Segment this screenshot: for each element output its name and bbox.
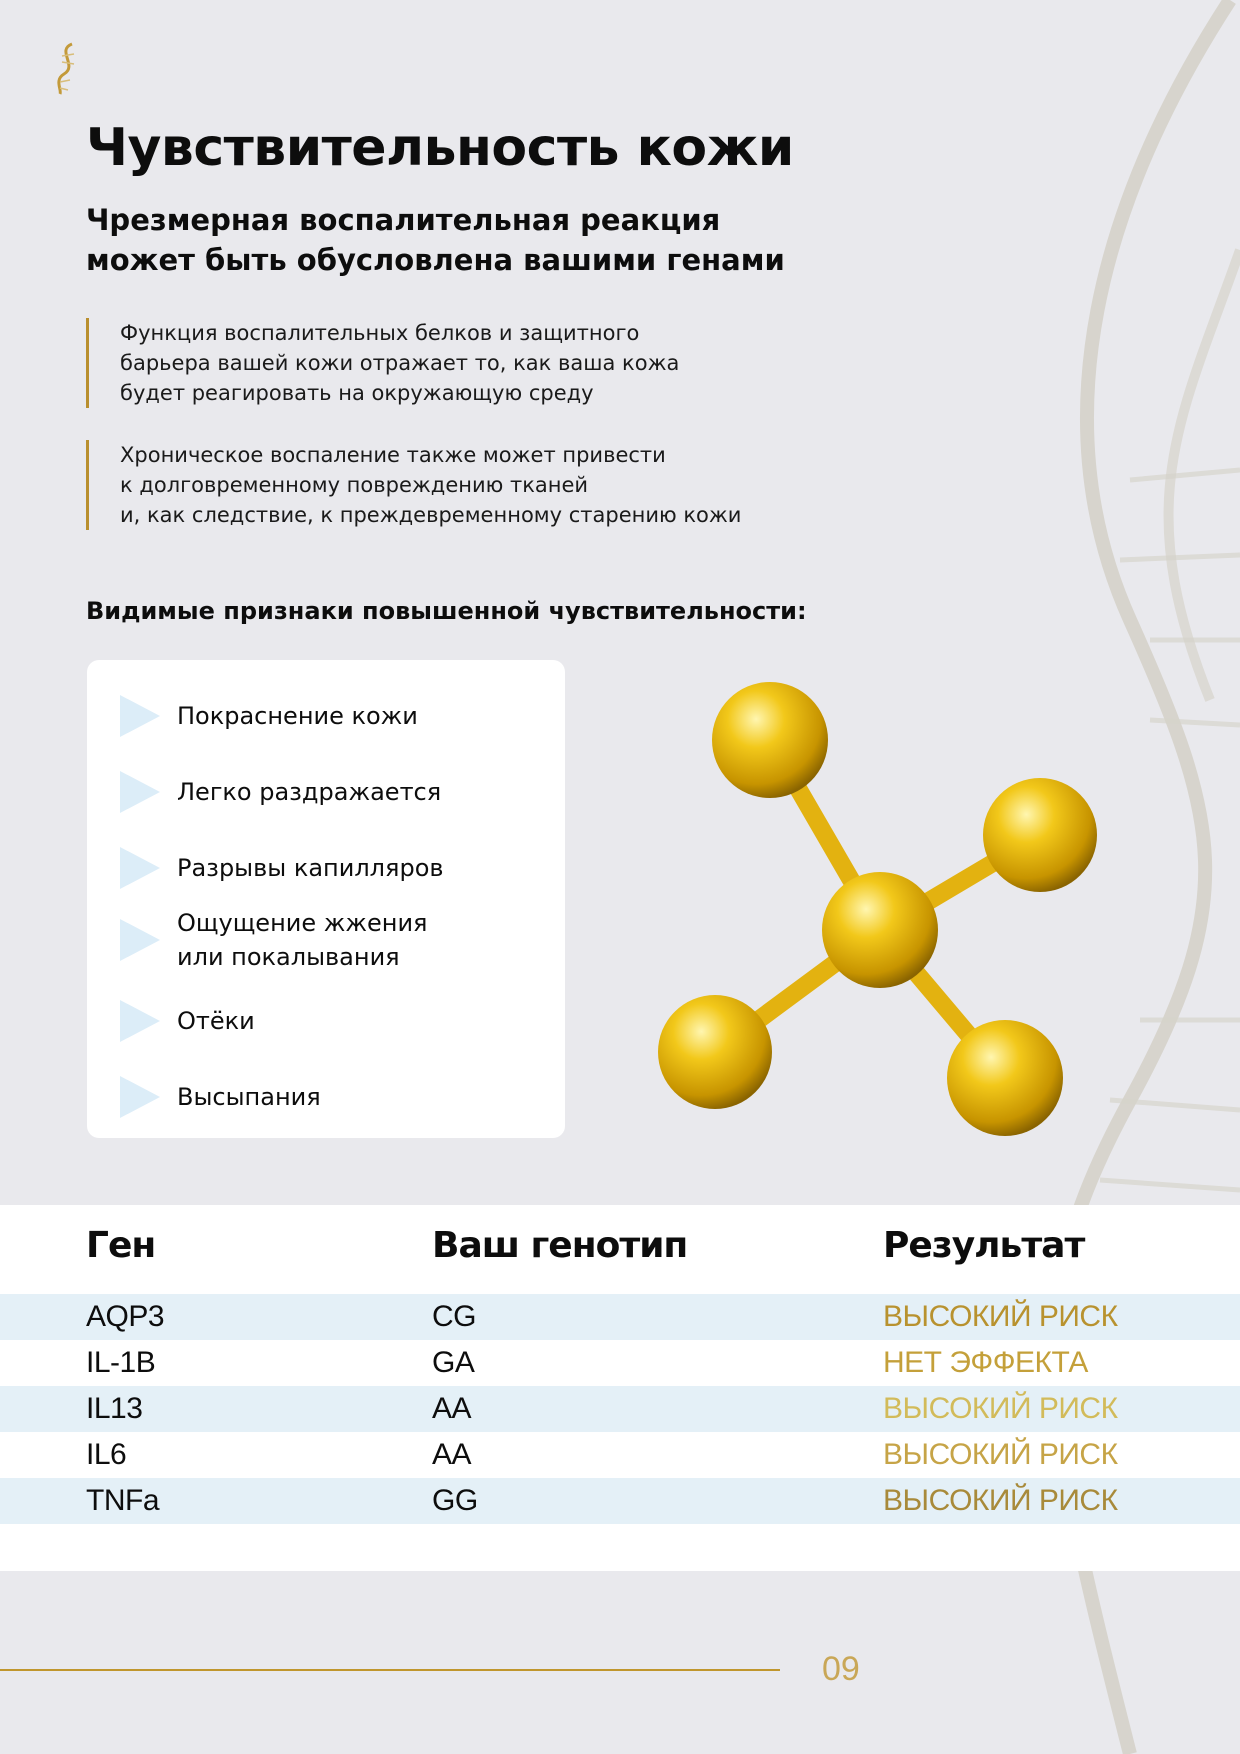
subtitle-line-1: Чрезмерная воспалительная реакция — [86, 203, 721, 237]
page-number: 09 — [822, 1650, 860, 1688]
triangle-bullet-icon — [120, 1076, 160, 1118]
signs-heading: Видимые признаки повышенной чувствительности: — [86, 597, 807, 625]
signs-card — [87, 660, 565, 1138]
sign-label: Отёки — [177, 1007, 255, 1035]
paragraph-line: и, как следствие, к преждевременному старению кожи — [120, 503, 742, 527]
dna-logo-icon — [52, 40, 82, 96]
column-header-genotype: Ваш генотип — [432, 1225, 688, 1266]
sign-item — [120, 1076, 321, 1118]
sign-item — [120, 771, 441, 813]
genotype-cell: GA — [432, 1346, 475, 1379]
paragraph-line: Хроническое воспаление также может привести — [120, 443, 666, 467]
sign-item — [120, 695, 418, 737]
result-cell: ВЫСОКИЙ РИСК — [883, 1392, 1118, 1425]
gene-cell: IL-1B — [86, 1346, 156, 1379]
table-row — [0, 1294, 1240, 1340]
sign-label: Легко раздражается — [177, 778, 442, 806]
paragraph-line: будет реагировать на окружающую среду — [120, 381, 594, 405]
table-row — [0, 1432, 1240, 1478]
genotype-cell: CG — [432, 1300, 476, 1333]
genotype-cell: GG — [432, 1484, 478, 1517]
sign-item — [120, 1000, 255, 1042]
table-row — [0, 1386, 1240, 1432]
paragraph-2 — [86, 440, 741, 530]
triangle-bullet-icon — [120, 695, 160, 737]
paragraph-line: барьера вашей кожи отражает то, как ваша кожа — [120, 351, 680, 375]
table-row — [0, 1340, 1240, 1386]
gene-cell: IL6 — [86, 1438, 127, 1471]
sign-label: Покраснение кожи — [177, 702, 418, 730]
paragraph-1 — [86, 318, 679, 408]
table-row — [0, 1478, 1240, 1524]
paragraph-line: Функция воспалительных белков и защитного — [120, 321, 640, 345]
sign-item — [120, 906, 428, 974]
triangle-bullet-icon — [120, 919, 160, 961]
result-cell: НЕТ ЭФФЕКТА — [883, 1346, 1088, 1379]
triangle-bullet-icon — [120, 771, 160, 813]
gene-cell: AQP3 — [86, 1300, 165, 1333]
genotype-table — [0, 1205, 1240, 1571]
paragraph-line: к долговременному повреждению тканей — [120, 473, 589, 497]
genotype-cell: AA — [432, 1438, 472, 1471]
column-header-gene: Ген — [86, 1225, 156, 1266]
triangle-bullet-icon — [120, 847, 160, 889]
result-cell: ВЫСОКИЙ РИСК — [883, 1300, 1118, 1333]
result-cell: ВЫСОКИЙ РИСК — [883, 1484, 1118, 1517]
result-cell: ВЫСОКИЙ РИСК — [883, 1438, 1118, 1471]
column-header-result: Результат — [883, 1225, 1085, 1266]
sign-label: Высыпания — [177, 1083, 321, 1111]
subtitle-line-2: может быть обусловлена вашими генами — [86, 243, 785, 277]
sign-label: Разрывы капилляров — [177, 854, 444, 882]
genotype-cell: AA — [432, 1392, 472, 1425]
gene-cell: TNFa — [86, 1484, 159, 1517]
footer-divider — [0, 1669, 780, 1671]
molecule-illustration — [650, 670, 1110, 1150]
sign-label: Ощущение жжения или покалывания — [177, 909, 428, 971]
triangle-bullet-icon — [120, 1000, 160, 1042]
gene-cell: IL13 — [86, 1392, 143, 1425]
page-title: Чувствительность кожи — [86, 118, 794, 178]
sign-item — [120, 847, 444, 889]
